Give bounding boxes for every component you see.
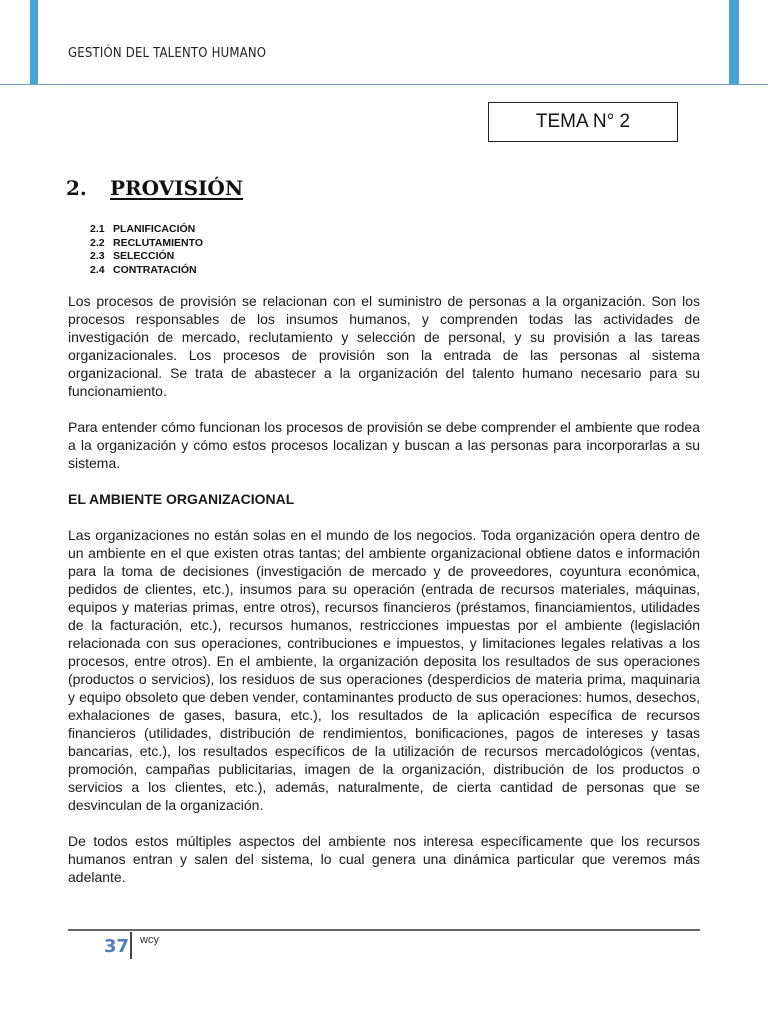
subtopic-item [90,237,203,251]
header-title: GESTIÓN DEL TALENTO HUMANO [68,46,267,61]
subtopic-list [90,223,203,277]
subheading-ambiente: EL AMBIENTE ORGANIZACIONAL [68,491,295,507]
header-divider [0,84,768,85]
subtopic-item [90,264,203,278]
subtopic-number: 2.2 [90,236,105,249]
paragraph-ambiente: Las organizaciones no están solas en el mundo de los negocios. Toda organización opera dentro de un ambiente en el que existen otras tantas; del ambiente organizacional obtiene datos e información para la toma de decisiones (investigación de mercado y de proveedores, coyuntura económica, pedidos de clientes, etc.), insumos para su operación (entrada de recursos materiales, máquinas, equipos y materias primas, entre otros), recursos financieros (préstamos, financiamientos, utilidades de la facturación, etc.), recursos humanos, restricciones impuestas por el ambiente (legislación relacionada con sus operaciones, contribuciones e impuestos, y limitaciones legales relativas a los procesos, entre otros). En el ambiente, la organización deposita los resultados de sus operaciones (productos o servicios), los residuos de sus operaciones (desperdicios de materia prima, maquinaria y equipo obsoleto que deben vender, contaminantes producto de sus operaciones: humos, desechos, exhalaciones de gases, basura, etc.), los resultados de la aplicación específica de recursos financieros (utilidades, distribución de rendimientos, bonificaciones, pagos de intereses y tasas bancarias, etc.), los resultados específicos de la utilización de recursos mercadológicos (ventas, promoción, campañas publicitarias, imagen de la organización, distribución de los productos o servicios a los clientes, etc.), además, naturalmente, de cierta cantidad de personas que se desvinculan de la organización. [68,527,700,813]
footer-divider [68,929,700,931]
paragraph-context: Para entender cómo funcionan los procesos de provisión se debe comprender el ambiente que rodea a la organización y cómo estos procesos localizan y buscan a las personas para incorporarlas a su sistema. [68,419,700,471]
section-title [66,176,243,200]
paragraph-intro: Los procesos de provisión se relacionan con el suministro de personas a la organización. Son los procesos responsables de los insumos humanos, y comprenden todas las actividades de investigación de mercado, reclutamiento y selección de personal, y su provisión a las tareas organizacionales. Los procesos de provisión son la entrada de las personas al sistema organizacional. Se trata de abastecer a la organización del talento humano necesario para su funcionamiento. [68,293,700,399]
section-number: 2. [66,176,87,200]
subtopic-label: SELECCIÓN [113,250,175,262]
footer-separator [130,932,132,959]
subtopic-label: PLANIFICACIÓN [113,223,196,235]
body-content [68,292,700,904]
section-title-text: PROVISIÓN [110,176,244,200]
page-number: 37 [104,936,130,957]
subtopic-item [90,223,203,237]
subtopic-label: CONTRATACIÓN [113,263,197,276]
footer-note: wcy [140,934,159,946]
header-right-accent-bar [729,0,739,84]
subtopic-number: 2.3 [90,250,105,262]
subtopic-number: 2.1 [90,223,105,235]
header-left-accent-bar [30,0,38,84]
subtopic-label: RECLUTAMIENTO [113,236,204,249]
tema-label: TEMA N° 2 [535,111,631,132]
tema-box [488,102,678,142]
subtopic-number: 2.4 [90,263,105,276]
subtopic-item [90,250,203,264]
paragraph-conclusion: De todos estos múltiples aspectos del ambiente nos interesa específicamente que los recursos humanos entran y salen del sistema, lo cual genera una dinámica particular que veremos más adelante. [68,833,700,885]
